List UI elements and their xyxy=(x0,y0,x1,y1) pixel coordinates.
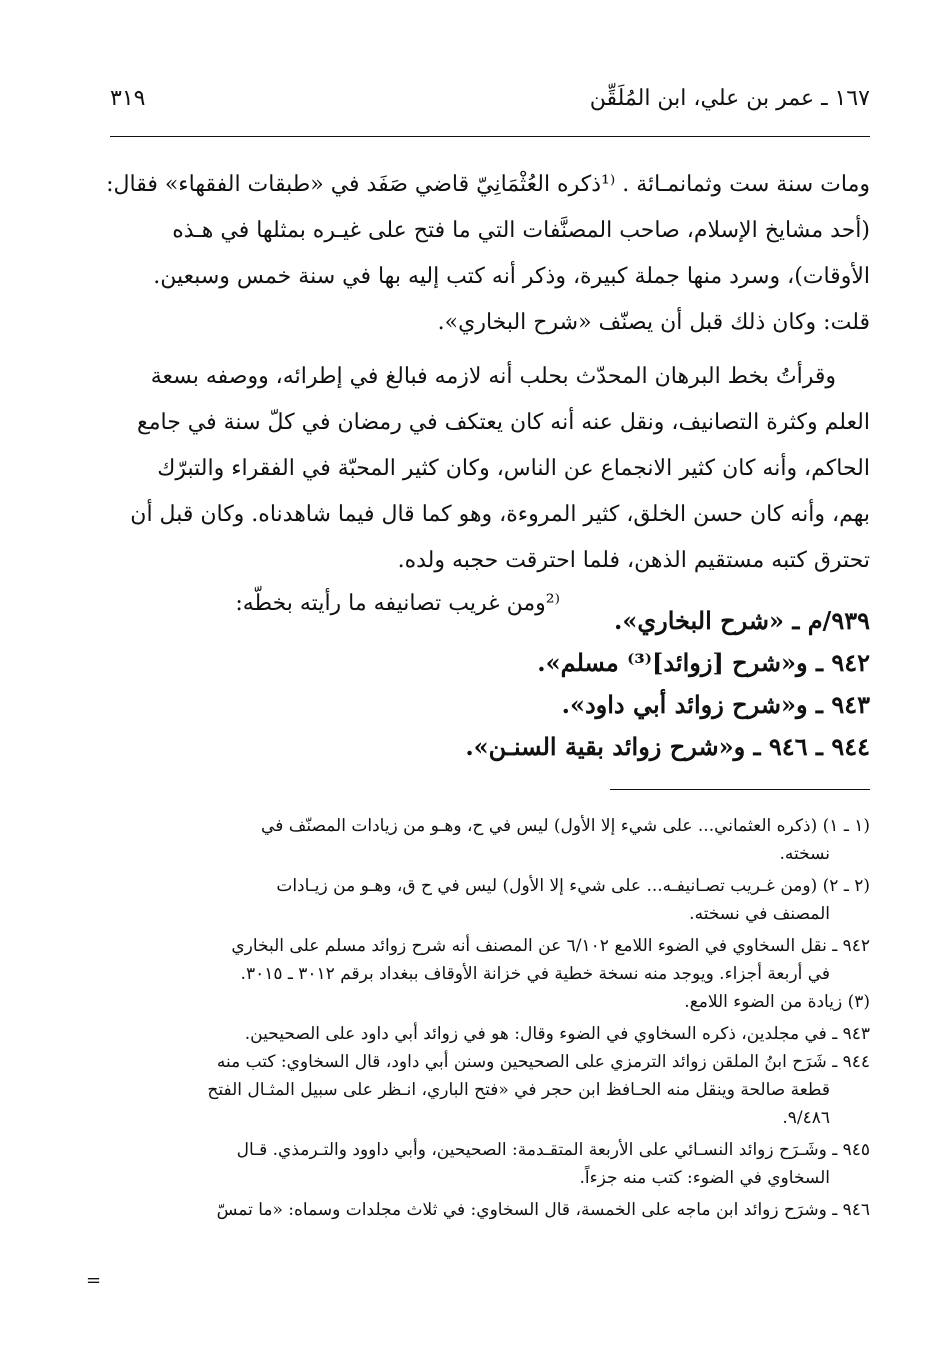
footnote-separator xyxy=(610,789,870,790)
page-number: ٣١٩ xyxy=(110,86,146,111)
entries-list xyxy=(350,600,870,768)
text-line: بهم، وأنه كان حسن الخلق، كثير المروءة، وهو كما قال فيما شاهدناه. وكان قبل أن xyxy=(130,502,870,527)
text-line: ومات سنة ست وثمانمـائة . ⁽¹ذكره العُثْمَانِيّ قاضي صَفَد في «طبقات الفقهاء» فقال: xyxy=(106,172,870,197)
footnotes xyxy=(112,812,870,1224)
text-line: قلت: وكان ذلك قبل أن يصنّف «شرح البخاري». xyxy=(437,310,870,335)
entry-item: ٩٤٤ ـ ٩٤٦ ـ و«شرح زوائد بقية السنـن». xyxy=(465,732,870,761)
running-header xyxy=(110,86,870,126)
footnote xyxy=(112,1020,870,1048)
main-text xyxy=(106,162,870,624)
footnote-line: ٩٤٢ ـ نقل السخاوي في الضوء اللامع ٦/١٠٢ عن المصنف أنه شرح زوائد مسلم على البخاري xyxy=(231,936,870,956)
footnote xyxy=(112,1048,870,1132)
footnote-line: نسخته. xyxy=(779,844,830,864)
text-line: الحاكم، وأنه كان كثير الانجماع عن الناس، وكان كثير المحبّة في الفقراء والتبرّك xyxy=(157,456,870,481)
continuation-mark: = xyxy=(86,1270,102,1291)
running-title: ١٦٧ ـ عمر بن علي، ابن المُلَقِّن xyxy=(589,86,870,111)
footnote-line: ٩٤٣ ـ في مجلدين، ذكره السخاوي في الضوء وقال: هو في زوائد أبي داود على الصحيحين. xyxy=(244,1024,870,1044)
footnote-line: ٩/٤٨٦. xyxy=(782,1108,830,1128)
entry-item: ٩٤٣ ـ و«شرح زوائد أبي داود». xyxy=(561,690,870,719)
text-line: (أحد مشايخ الإسلام، صاحب المصنَّفات التي ما فتح على غيـره بمثلها في هـذه xyxy=(172,218,870,243)
footnote-line: السخاوي في الضوء: كتب منه جزءاً. xyxy=(579,1168,830,1188)
text-line: وقرأتُ بخط البرهان المحدّث بحلب أنه لازمه فبالغ في إطرائه، ووصفه بسعة xyxy=(150,364,836,389)
footnote-line: المصنف في نسخته. xyxy=(689,904,830,924)
header-rule xyxy=(110,136,870,137)
footnote xyxy=(112,812,870,868)
entry-item: ٩٤٢ ـ و«شرح [زوائد]⁽³⁾ مسلم». xyxy=(537,648,870,677)
text-line: تحترق كتبه مستقيم الذهن، فلما احترقت حجبه ولده. xyxy=(397,548,870,573)
footnote-line: (١ ـ ١) (ذكره العثماني... على شيء إلا الأول) ليس في ح، وهـو من زيادات المصنّف في xyxy=(261,816,870,836)
footnote xyxy=(112,932,870,988)
footnote-line: (٢ ـ ٢) (ومن غـريب تصـانيفـه... على شيء إلا الأول) ليس في ح ق، وهـو من زيـادات xyxy=(276,876,870,896)
footnote xyxy=(112,1196,870,1224)
footnote-line: ٩٤٤ ـ شَرَح ابنُ الملقن زوائد الترمزي على الصحيحين وسنن أبي داود، قال السخاوي: كتب منه xyxy=(216,1052,870,1072)
paragraph-gap xyxy=(118,346,870,354)
footnote xyxy=(112,1136,870,1192)
text-line: ⁽²ومن غريب تصانيفه ما رأيته بخطّه: xyxy=(235,591,560,616)
footnote-line: ٩٤٥ ـ وشَـرَح زوائد النسـائي على الأربعة المتقـدمة: الصحيحين، وأبي داوود والتـرمذي. قـال xyxy=(236,1140,870,1160)
footnote-line: (٣) زيادة من الضوء اللامع. xyxy=(684,992,870,1012)
footnote-line: في أربعة أجزاء. ويوجد منه نسخة خطية في خزانة الأوقاف ببغداد برقم ٣٠١٢ ـ ٣٠١٥. xyxy=(240,964,830,984)
footnote xyxy=(112,872,870,928)
footnote xyxy=(112,988,870,1016)
text-line: الأوقات)، وسرد منها جملة كبيرة، وذكر أنه كتب إليه بها في سنة خمس وسبعين. xyxy=(153,264,870,289)
entry-item: ٩٣٩/م ـ «شرح البخاري». xyxy=(614,606,870,635)
footnote-line: ٩٤٦ ـ وشرَح زوائد ابن ماجه على الخمسة، قال السخاوي: في ثلاث مجلدات وسماه: «ما تمسّ xyxy=(216,1200,870,1220)
text-line: العلم وكثرة التصانيف، ونقل عنه أنه كان يعتكف في رمضان في كلّ سنة في جامع xyxy=(137,410,870,435)
footnote-line: قطعة صالحة وينقل منه الحـافظ ابن حجر في «فتح الباري، انـظر على سبيل المثـال الفتح xyxy=(207,1080,830,1100)
